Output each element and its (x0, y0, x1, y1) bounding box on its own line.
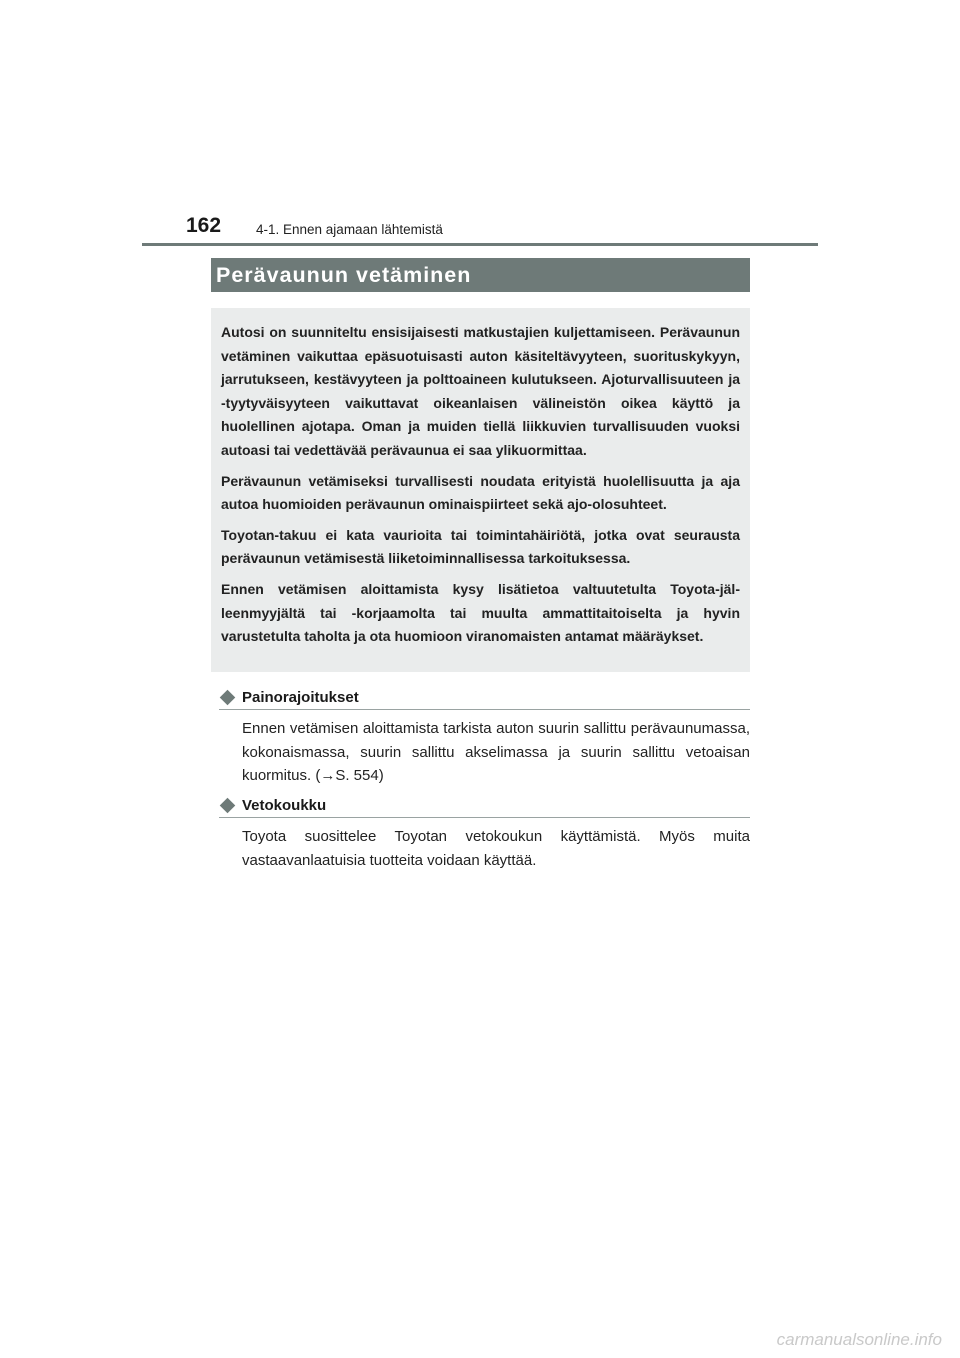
intro-box (211, 308, 750, 672)
section-body: Ennen vetämisen aloittamista tarkista auton suurin sallittu perävaunumassa, kokonaismassa, suurin sallittu akselimassa ja suurin sallittu vetoaisan kuormitus. (→S. 554) (242, 720, 750, 784)
intro-paragraph: Toyotan-takuu ei kata vaurioita tai toimintahäiriötä, jotka ovat seurausta perävaunun vetämisestä liiketoiminnallisessa tarkoituksessa. (221, 526, 740, 567)
page-title: Perävaunun vetäminen (216, 262, 472, 287)
section-title: Vetokoukku (242, 796, 327, 814)
section-tow-hitch (219, 793, 750, 872)
section-heading (219, 685, 750, 710)
diamond-icon (220, 797, 236, 813)
intro-paragraph: Perävaunun vetämiseksi turvallisesti noudata erityistä huolellisuutta ja aja autoa huomioiden perävaunun ominaispiirteet sekä ajo-olosuhteet. (221, 472, 740, 513)
section-weight-limits (219, 685, 750, 788)
section-heading (219, 793, 750, 818)
header-rule (142, 243, 818, 246)
intro-paragraph: Autosi on suunniteltu ensisijaisesti matkustajien kuljettamiseen. Perävaunun vetäminen vaikuttaa epäsuotuisasti auton käsiteltävyyteen, suorituskykyyn, jarrutukseen, kestävyyteen ja polttoaineen kulutukseen. Ajoturvallisuuteen ja -tyytyväisyyteen vaikuttavat oikeanlaisen välineistön oikea käyttö ja huolellinen ajotapa. Oman ja muiden tiellä liikkuvien turvallisuuden vuoksi autoasi tai vedettävää perävaunua ei saa ylikuormittaa. (221, 324, 740, 458)
diamond-icon (220, 689, 236, 705)
title-bar (211, 258, 750, 292)
watermark-text: carmanualsonline.info (776, 1330, 942, 1349)
intro-paragraph: Ennen vetämisen aloittamista kysy lisätietoa valtuutetulta Toyota-jälleenmyyjältä tai -korjaamolta tai muulta ammattitaitoiselta ja hyvin varustetulta taholta ja ota huomioon viranomaisten antamat määräykset. (221, 580, 740, 645)
section-title: Painorajoitukset (242, 688, 359, 706)
running-head: 4-1. Ennen ajamaan lähtemistä (256, 222, 443, 237)
section-body: Toyota suosittelee Toyotan vetokoukun käyttämistä. Myös muita vastaavanlaatuisia tuotteita voidaan käyttää. (242, 828, 750, 869)
page-number: 162 (186, 214, 222, 237)
